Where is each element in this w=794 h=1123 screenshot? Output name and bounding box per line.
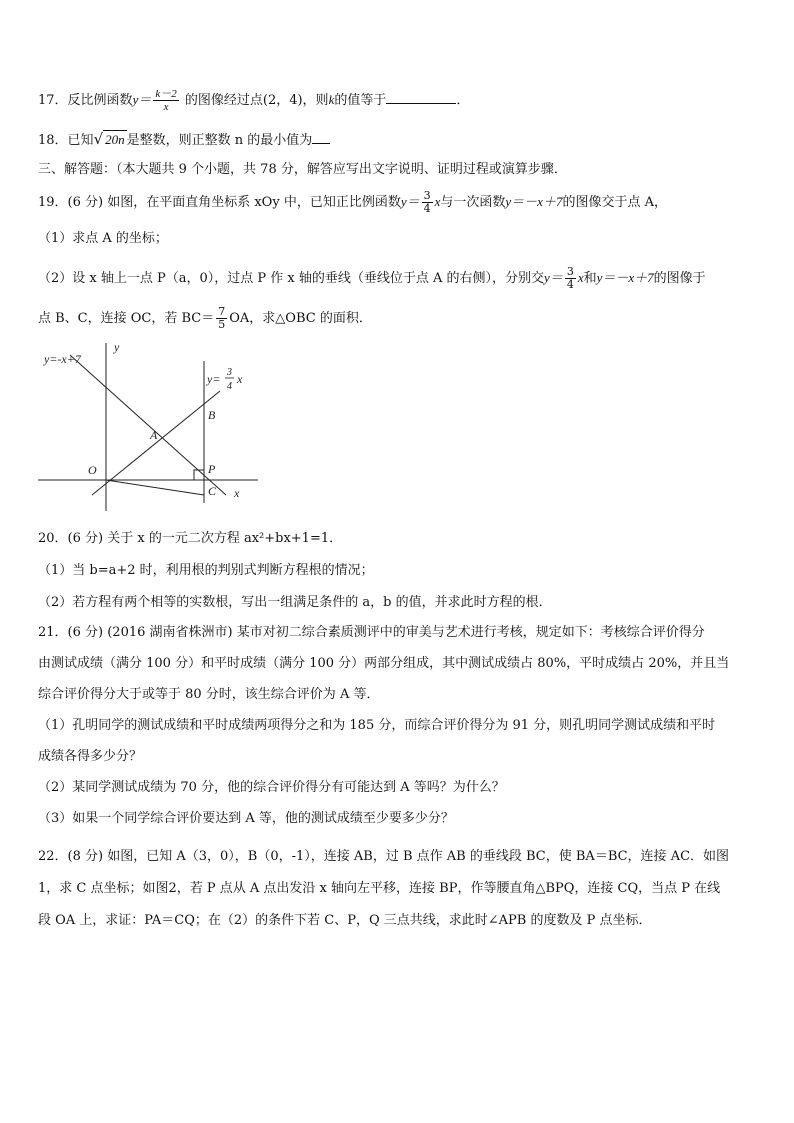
q19-p2-eq1-num: 3 (566, 265, 574, 278)
label-origin: O (88, 463, 97, 477)
q17-k: k (328, 92, 335, 107)
q19-part-2-cont (38, 306, 372, 331)
label-line-2-num: 3 (227, 367, 232, 378)
q17-text-b: 的图像经过点(2，4)，则 (184, 93, 329, 108)
label-line-2-pre: y= (207, 372, 221, 386)
q19-p2-line2-b: OA，求△OBC 的面积． (229, 311, 372, 326)
q17-fraction (153, 88, 178, 113)
q17-text-a: 反比例函数 (67, 93, 133, 108)
q19-bc-num: 7 (218, 305, 226, 318)
question-18 (38, 130, 330, 150)
q17-expr-y: y＝ (132, 92, 152, 107)
question-19 (38, 190, 667, 215)
sqrt-icon: √ (93, 130, 104, 148)
label-point-a: A (150, 428, 158, 442)
q19-p2-a: （2）设 x 轴上一点 P（a，0），过点 P 作 x 轴的垂线（垂线位于点 A 的右侧），分别交 (38, 271, 545, 286)
right-angle-mark (194, 470, 204, 480)
q17-frac-num: k－2 (155, 88, 177, 100)
q17-answer-blank (386, 91, 456, 104)
q17-number: 17． (38, 93, 68, 108)
question-22-line-3: 段 OA 上，求证：PA＝CQ；在（2）的条件下若 C、P，Q 三点共线，求此时∠APB 的度数及 P 点坐标． (38, 913, 652, 928)
q19-figure (30, 335, 270, 515)
q19-eq1-num: 3 (423, 189, 431, 202)
label-point-p: P (208, 462, 216, 476)
q18-text-b: 是整数，则正整数 n 的最小值为 (126, 133, 313, 148)
q19-eq1-post: x (434, 194, 441, 209)
q19-head: 19．(6 分) 如图，在平面直角坐标系 xOy 中，已知正比例函数 (38, 195, 401, 210)
q19-bc-den: 5 (218, 318, 226, 331)
question-21-line-3: 综合评价得分大于或等于 80 分时，该生综合评价为 A 等． (38, 687, 380, 702)
q19-p2-eq1-pre: y＝ (544, 270, 563, 285)
q19-p2-eq1-den: 4 (566, 278, 574, 291)
q19-p2-line2-a: 点 B、C，连接 OC，若 BC＝ (38, 311, 215, 326)
q17-text-c: 的值等于 (334, 93, 387, 108)
q19-eq2: y＝－x＋7 (505, 194, 563, 209)
label-line-2-den: 4 (227, 381, 232, 392)
q19-eq1-den: 4 (423, 202, 431, 215)
label-line-1: y=-x+7 (44, 352, 81, 366)
q19-p2-eq1-post: x (577, 270, 584, 285)
q19-eq1-pre: y＝ (400, 194, 420, 209)
label-point-b: B (208, 408, 216, 422)
q19-eq1-fraction (422, 190, 433, 215)
q20-part-1: （1）当 b=a+2 时，利用根的判别式判断方程根的情况； (38, 563, 374, 578)
question-20: 20．(6 分) 关于 x 的一元二次方程 ax²+bx+1=1． (38, 531, 343, 546)
q17-end: ． (456, 93, 470, 108)
q21-part-1-line-2: 成绩各得多少分？ (38, 749, 143, 764)
q21-part-3: （3）如果一个同学综合评价要达到 A 等，他的测试成绩至少要多少分？ (38, 811, 454, 826)
q19-p2-tail: 的图像于 (653, 271, 706, 286)
label-y-axis: y (114, 340, 120, 354)
q19-p2-eq2: y＝－x＋7 (596, 270, 654, 285)
question-21-line-1: 21．(6 分) (2016 湖南省株洲市) 某市对初二综合素质测评中的审美与艺术进行考核，规定如下：考核综合评价得分 (38, 625, 705, 640)
question-22-line-2: 1，求 C 点坐标；如图2，若 P 点从 A 点出发沿 x 轴向左平移，连接 BP，作等腰直角△BPQ，连接 CQ，当点 P 在线 (38, 881, 721, 896)
question-17 (38, 88, 469, 113)
q21-part-2: （2）某同学测试成绩为 70 分，他的综合评价得分有可能达到 A 等吗？为什么？ (38, 780, 505, 795)
q18-answer-blank (312, 131, 330, 144)
q21-part-1-line-1: （1）孔明同学的测试成绩和平时成绩两项得分之和为 185 分，而综合评价得分为 91 分，则孔明同学测试成绩和平时 (38, 718, 716, 733)
q19-part-2 (38, 266, 706, 291)
question-21-line-2: 由测试成绩（满分 100 分）和平时成绩（满分 100 分）两部分组成，其中测试成绩占 80%，平时成绩占 20%，并且当 (38, 656, 730, 671)
q19-p2-eq1-fraction (565, 266, 576, 291)
q19-mid: 与一次函数 (440, 195, 506, 210)
question-22-line-1: 22．(8 分) 如图，已知 A（3，0），B（0，-1），连接 AB，过 B 点作 AB 的垂线段 BC，使 BA＝BC，连接 AC．如图 (38, 849, 730, 864)
q18-number: 18． (38, 133, 68, 148)
q19-bc-fraction (216, 306, 227, 331)
q17-frac-den: x (163, 101, 169, 113)
segment-oc (106, 480, 204, 495)
q20-part-2: （2）若方程有两个相等的实数根，写出一组满足条件的 a，b 的值，并求此时方程的根． (38, 595, 552, 610)
label-point-c: C (208, 484, 217, 498)
q18-text-a: 已知 (67, 133, 94, 148)
q19-tail: 的图像交于点 A， (562, 195, 667, 210)
q19-part-1: （1）求点 A 的坐标； (38, 231, 168, 246)
section-3-heading: 三、解答题：（本大题共 9 个小题，共 78 分，解答应写出文字说明、证明过程或演算步骤． (38, 162, 567, 177)
q19-p2-and: 和 (583, 271, 597, 286)
label-line-2-post: x (237, 372, 243, 386)
line-y-three-quarters-x (92, 391, 220, 495)
q18-radicand: 20n (105, 132, 125, 147)
label-x-axis: x (234, 486, 240, 500)
